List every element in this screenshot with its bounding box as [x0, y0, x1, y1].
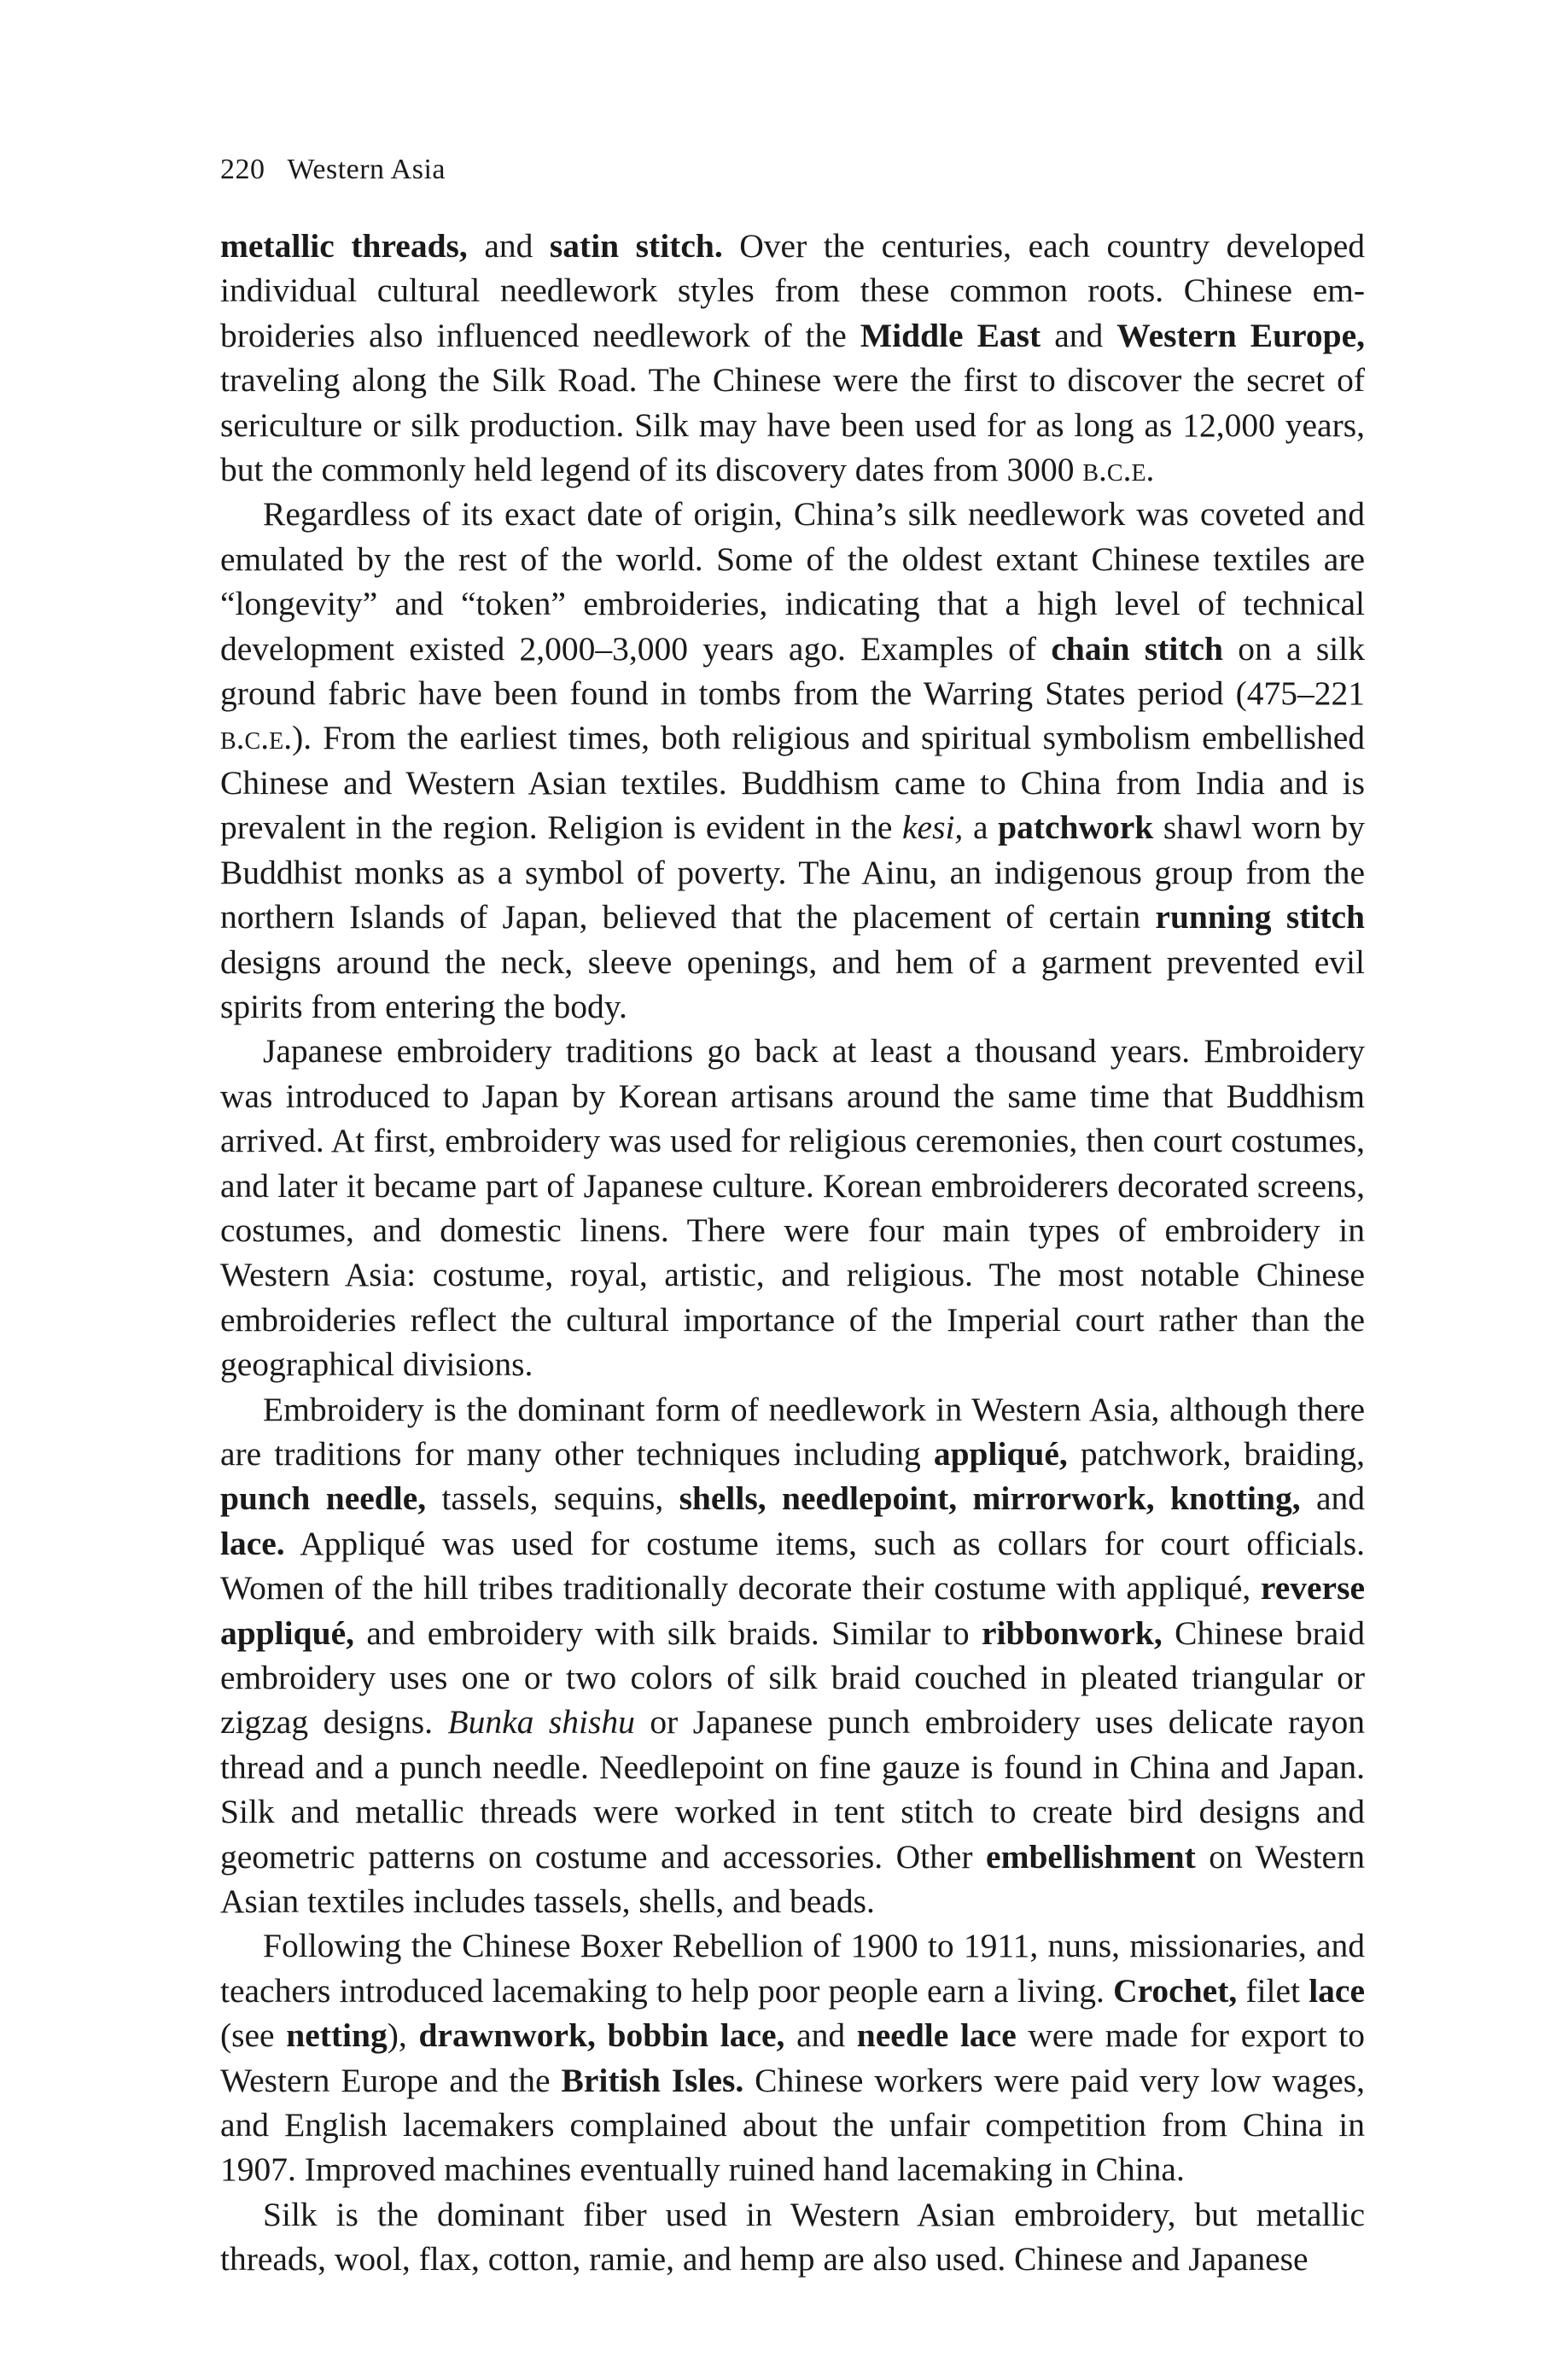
text-run: Japanese embroidery traditions go back at least a thousand years. Embroidery was introduced to Japan by Korean artisans around the same time that Buddhism arrived. At first, embroidery was used for religious ceremonies, then court costumes, and later it became part of Japanese culture. Korean embroiderers decorated screens, costumes, and domestic linens. There were four main types of embroidery in Western Asia: costume, royal, artistic, and religious. The most notable Chinese embroideries reflect the cultural importance of the Imperial court rather than the geographical divisions. — [220, 1032, 1365, 1384]
text-run: ). From the earliest times, both religious and spiritual symbolism embellished Chinese and Western Asian textiles. Buddhism came to China from India and is prevalent in the region. Religion is evident in the — [220, 719, 1365, 847]
text-run: patchwork, braiding, — [1067, 1434, 1365, 1473]
paragraph — [220, 1387, 1365, 1924]
text-run: and — [1040, 316, 1117, 354]
text-run: shawl worn by Buddhist monks as a symbol of poverty. The Ainu, an indigenous group from the northern Islands of Japan, believed that the placement of certain — [220, 808, 1365, 937]
text-run: Silk is the dominant fiber used in Western Asian embroidery, but metallic threads, wool, flax, cotton, ramie, and hemp are also used. Chinese and Japanese — [220, 2195, 1365, 2279]
bold-term: drawnwork, bobbin lace, — [418, 2016, 785, 2055]
bold-term: metallic threads, — [220, 227, 468, 265]
bold-term: satin stitch. — [549, 227, 723, 265]
text-run: tassels, sequins, — [426, 1479, 679, 1518]
text-run: filet — [1237, 1971, 1309, 2010]
bold-term: appliqué, — [933, 1434, 1068, 1473]
paragraph — [220, 2192, 1365, 2282]
bold-term: running stitch — [1155, 898, 1365, 937]
text-run: Chinese workers were paid very low wages, and English lacemakers complained about the unfair competition from China in 1907. Improved machines eventually ruined hand lacemaking in China. — [220, 2061, 1365, 2189]
text-run: and — [1300, 1479, 1365, 1518]
paragraph — [220, 224, 1365, 492]
paragraph — [220, 1029, 1365, 1386]
bold-term: ribbonwork, — [981, 1613, 1163, 1652]
body-text — [220, 224, 1365, 2282]
bold-term: chain stitch — [1051, 629, 1223, 668]
page-number: 220 — [220, 154, 265, 185]
section-title: Western Asia — [287, 154, 446, 185]
bold-term: reverse appliqué, — [220, 1569, 1365, 1652]
italic-term: Bunka shishu — [447, 1703, 635, 1742]
bold-term: shells, needlepoint, mirrorwork, knotting, — [679, 1479, 1301, 1518]
running-head — [220, 154, 446, 186]
text-run: a — [963, 808, 999, 847]
text-run: Following the Chinese Boxer Rebellion of 1900 to 1911, nuns, missionaries, and teachers introduced lacemaking to help poor people earn a living. — [220, 1927, 1365, 2010]
paragraph — [220, 492, 1365, 1029]
text-run: Regardless of its exact date of origin, China’s silk needlework was coveted and emulated by the rest of the world. Some of the oldest extant Chinese textiles are “longevity” and “token” embroideries, indicating that a high level of technical development existed 2,000–3,000 years ago. Examples of — [220, 495, 1365, 668]
bold-term: Middle East — [860, 316, 1041, 354]
text-run: were made for export to Western Europe and the — [220, 2016, 1365, 2099]
paragraph — [220, 1923, 1365, 2191]
text-run: Chinese braid embroidery uses one or two colors of silk braid couched in pleated triangular or zigzag designs. — [220, 1613, 1365, 1742]
text-run: Appliqué was used for costume items, such as collars for court officials. Women of the hill tribes traditionally decorate their costume with appliqué, — [220, 1524, 1365, 1608]
bold-term: needle lace — [856, 2016, 1017, 2055]
era-abbreviation: b.c.e. — [220, 719, 293, 757]
text-run: Over the centuries, each country developed individual cultural needlework styles from these common roots. Chinese embroideries also influenced needlework of the — [220, 227, 1365, 354]
text-run: and — [467, 227, 550, 265]
bold-term: Western Europe, — [1116, 316, 1365, 354]
bold-term: patchwork — [998, 808, 1154, 847]
text-run: on a silk ground fabric have been found in tombs from the Warring States period (475–221 — [220, 629, 1365, 713]
bold-term: netting — [286, 2016, 388, 2055]
era-abbreviation: b.c.e. — [1082, 451, 1155, 489]
bold-term: embellishment — [986, 1837, 1196, 1876]
text-run: traveling along the Silk Road. The Chinese were the first to discover the secret of sericulture or silk production. Silk may have been used for as long as 12,000 years, but the commonly held legend of its discovery dates from 3000 — [220, 361, 1365, 489]
text-run: Embroidery is the dominant form of needlework in Western Asia, although there are traditions for many other techniques including — [220, 1390, 1365, 1473]
text-run: designs around the neck, sleeve openings, and hem of a garment prevented evil spirits from entering the body. — [220, 942, 1365, 1025]
text-run: (see — [220, 2016, 287, 2055]
text-run: and embroidery with silk braids. Similar to — [353, 1613, 982, 1652]
bold-term: punch needle, — [220, 1479, 427, 1518]
text-run: on Western Asian textiles includes tassels, shells, and beads. — [220, 1837, 1365, 1921]
text-run: or Japanese punch embroidery uses delicate rayon thread and a punch needle. Needlepoint on fine gauze is found in China and Japan. Silk and metallic threads were worked in tent stitch to create bird designs and geometric patterns on costume and accessories. Other — [220, 1703, 1365, 1876]
text-run: and — [784, 2016, 857, 2055]
bold-term: lace. — [220, 1524, 285, 1562]
text-run: ), — [387, 2016, 419, 2055]
italic-term: kesi, — [902, 808, 964, 847]
bold-term: Crochet, — [1113, 1971, 1238, 2010]
bold-term: lace — [1309, 1971, 1365, 2010]
bold-term: British Isles. — [561, 2061, 744, 2099]
